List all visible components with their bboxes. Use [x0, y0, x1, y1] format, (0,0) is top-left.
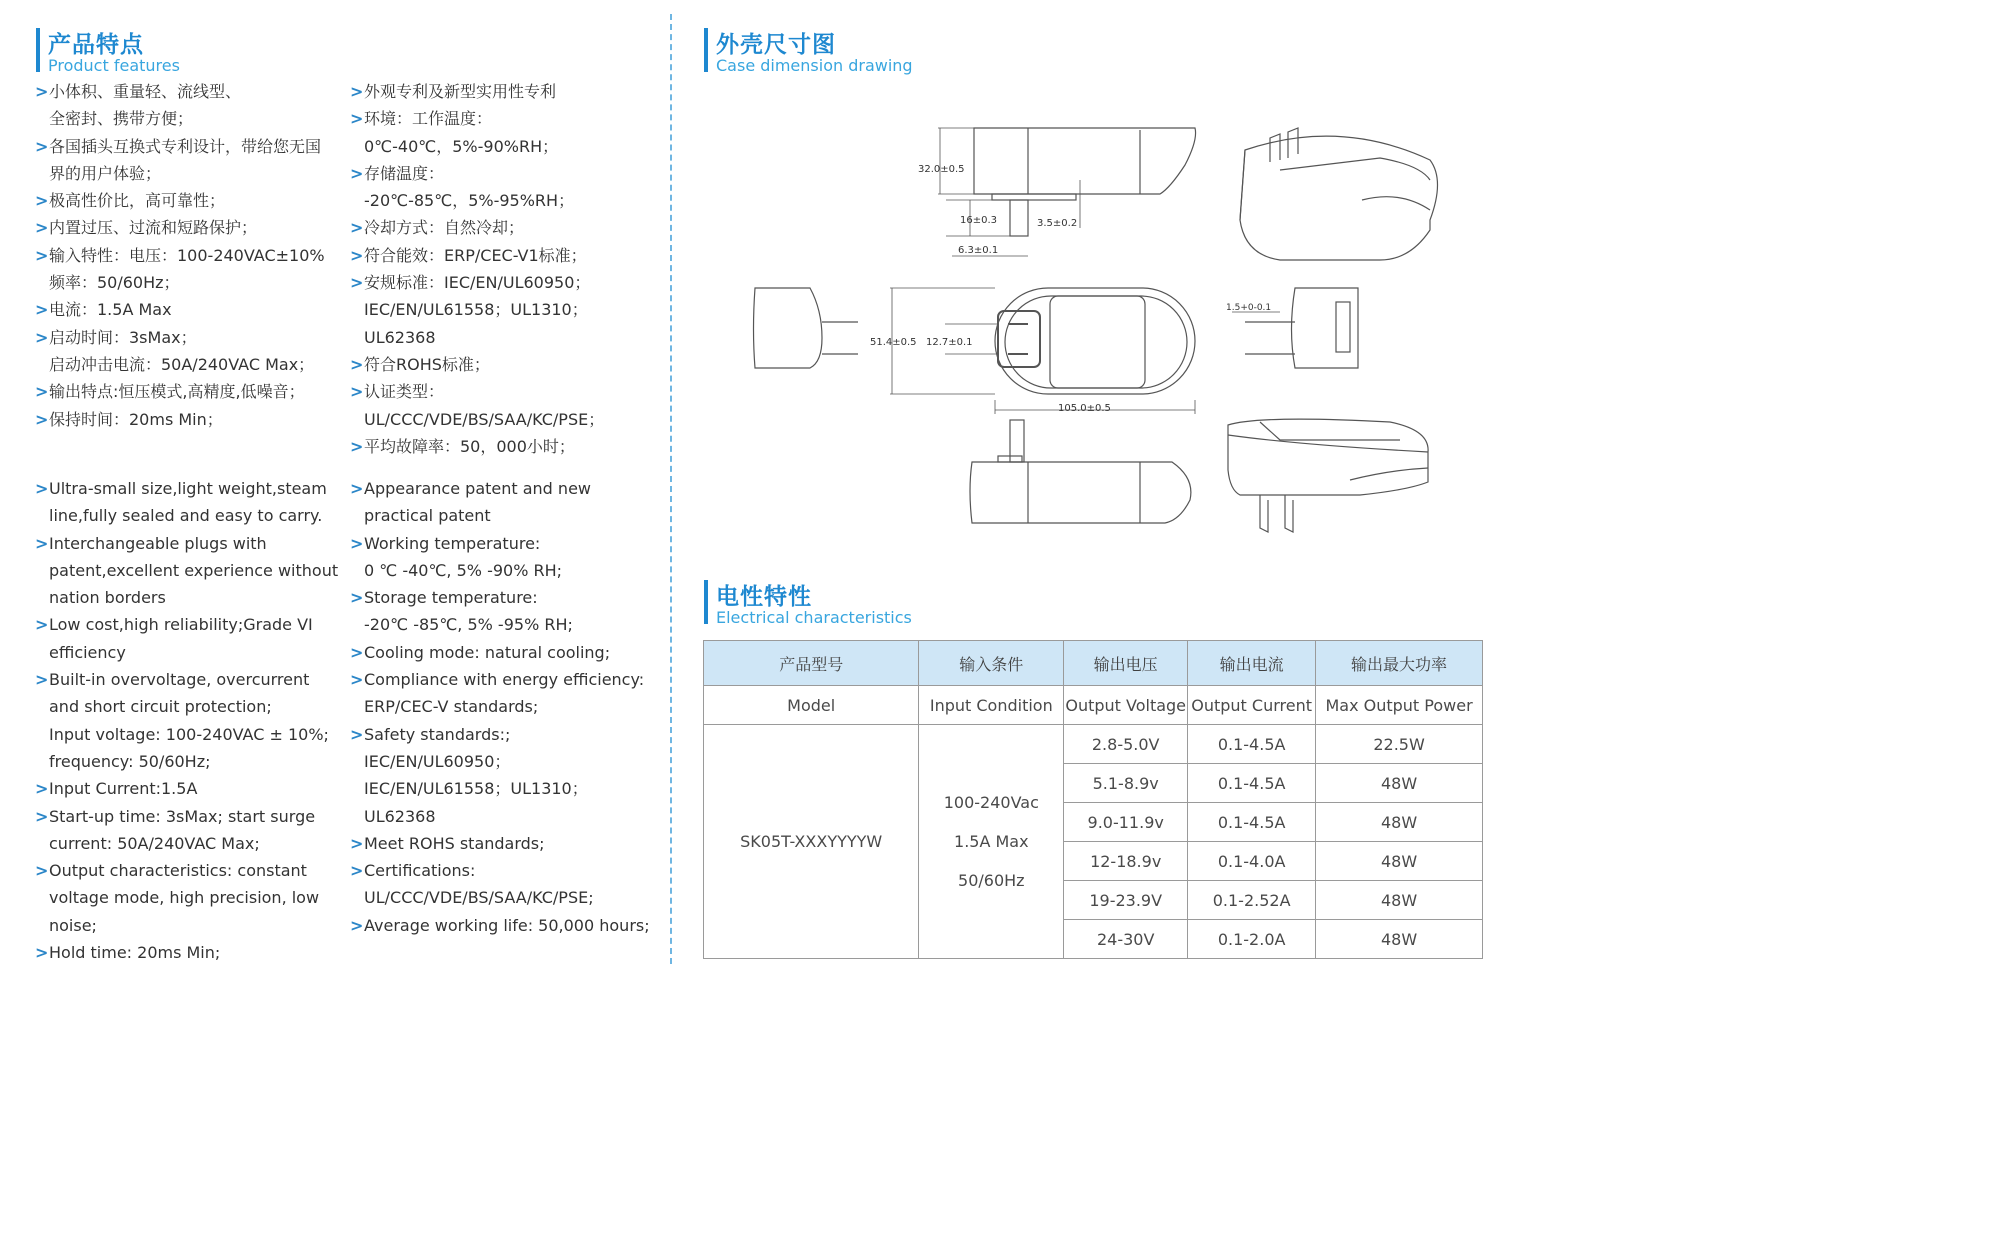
- features-en-left: [36, 475, 338, 966]
- dim-pin-gap-label: 12.7±0.1: [926, 337, 973, 348]
- input-voltage: 100-240Vac: [943, 793, 1039, 812]
- list-item: > 认证类型：: [350, 382, 445, 402]
- list-item: > 小体积、重量轻、流线型、: [35, 82, 242, 101]
- list-item: line,fully sealed and easy to carry.: [49, 506, 323, 526]
- list-item: IEC/EN/UL60950；: [364, 751, 511, 771]
- electrical-title-zh: 电性特性: [716, 584, 812, 610]
- input-condition-cell: [919, 725, 1064, 959]
- list-item: ERP/CEC-V standards;: [364, 697, 539, 717]
- output-current-cell: 0.1-2.52A: [1188, 881, 1316, 920]
- case-dimension-title-zh: 外壳尺寸图: [716, 32, 836, 58]
- output-current-cell: 0.1-4.5A: [1188, 764, 1316, 803]
- input-current: 1.5A Max: [954, 832, 1029, 851]
- list-item: > 极高性价比，高可靠性；: [35, 191, 226, 211]
- list-item: > 平均故障率：50，000小时；: [350, 436, 575, 456]
- features-zh-right: [351, 78, 604, 460]
- table-header-row-en: [704, 686, 1483, 725]
- output-current-cell: 0.1-4.5A: [1188, 725, 1316, 764]
- output-current-cell: 0.1-2.0A: [1188, 920, 1316, 959]
- table-header-row-zh: [704, 641, 1483, 686]
- list-item: > Compliance with energy efficiency:: [350, 670, 645, 690]
- output-power-cell: 48W: [1316, 764, 1483, 803]
- header-cell: Max Output Power: [1316, 686, 1483, 725]
- list-item: > 冷却方式：自然冷却；: [350, 218, 525, 238]
- list-item: > Start-up time: 3sMax; start surge: [35, 806, 316, 826]
- output-voltage-cell: 5.1-8.9v: [1064, 764, 1188, 803]
- list-item: > 保持时间：20ms Min；: [35, 409, 223, 429]
- list-item: frequency: 50/60Hz;: [49, 751, 211, 771]
- list-item: > Ultra-small size,light weight,steam: [35, 479, 327, 498]
- list-item: > Low cost,high reliability;Grade VI: [35, 615, 313, 635]
- list-item: and short circuit protection;: [49, 697, 272, 717]
- list-item: > Meet ROHS standards;: [350, 833, 545, 853]
- dim-width-label: 51.4±0.5: [870, 337, 917, 348]
- product-features-title-en: Product features: [48, 56, 180, 75]
- end-view-left: [754, 288, 859, 368]
- header-accent-bar: [36, 28, 40, 72]
- list-item: efficiency: [49, 642, 126, 662]
- output-current-cell: 0.1-4.0A: [1188, 842, 1316, 881]
- list-item: > 输入特性：电压：100-240VAC±10%: [35, 245, 325, 265]
- output-voltage-cell: 12-18.9v: [1064, 842, 1188, 881]
- list-item: > Cooling mode: natural cooling;: [350, 642, 611, 662]
- list-item: Input voltage: 100-240VAC ± 10%;: [49, 724, 329, 744]
- input-frequency: 50/60Hz: [958, 871, 1025, 890]
- list-item: > Working temperature:: [350, 533, 541, 553]
- output-current-cell: 0.1-4.5A: [1188, 803, 1316, 842]
- list-item: > 符合ROHS标准；: [350, 354, 490, 374]
- list-item: UL62368: [364, 806, 436, 826]
- features-zh-left: [36, 78, 325, 433]
- list-item: > Appearance patent and new: [350, 479, 591, 498]
- list-item: > 外观专利及新型实用性专利: [350, 82, 557, 101]
- list-item: noise;: [49, 915, 97, 935]
- list-item: -20℃-85℃，5%-95%RH；: [364, 191, 575, 211]
- list-item: -20℃ -85℃, 5% -95% RH;: [364, 615, 573, 635]
- list-item: > Hold time: 20ms Min;: [35, 943, 221, 963]
- case-dimension-title-en: Case dimension drawing: [716, 56, 913, 75]
- case-dimension-drawing: [740, 110, 1460, 540]
- list-item: 界的用户体验；: [49, 163, 162, 183]
- list-item: > 各国插头互换式专利设计，带给您无国: [35, 136, 322, 156]
- list-item: IEC/EN/UL61558；UL1310；: [364, 300, 588, 320]
- header-cell: 输出最大功率: [1316, 641, 1483, 686]
- isometric-view-top: [1240, 128, 1438, 260]
- list-item: > 电流：1.5A Max: [35, 300, 172, 320]
- list-item: > Certifications:: [350, 861, 476, 881]
- list-item: voltage mode, high precision, low: [49, 888, 320, 908]
- end-view-right: [1232, 288, 1358, 368]
- header-accent-bar: [704, 28, 708, 72]
- list-item: > 安规标准：IEC/EN/UL60950；: [350, 273, 591, 293]
- header-cell: Output Voltage: [1064, 686, 1188, 725]
- header-cell: Model: [704, 686, 919, 725]
- list-item: 0℃-40℃，5%-90%RH；: [364, 136, 559, 156]
- header-accent-bar: [704, 580, 708, 624]
- list-item: > Output characteristics: constant: [35, 861, 307, 881]
- list-item: current: 50A/240VAC Max;: [49, 833, 260, 853]
- header-cell: Output Current: [1188, 686, 1316, 725]
- dim-tolerance-label: 1.5+0-0.1: [1226, 303, 1272, 313]
- model-cell: SK05T-XXXYYYYW: [704, 725, 919, 959]
- isometric-view-bottom: [1228, 419, 1428, 532]
- list-item: UL/CCC/VDE/BS/SAA/KC/PSE；: [364, 409, 605, 429]
- section-divider: [670, 14, 672, 964]
- list-item: > Storage temperature:: [350, 588, 538, 608]
- list-item: patent,excellent experience without: [49, 560, 339, 580]
- list-item: > Built-in overvoltage, overcurrent: [35, 670, 310, 690]
- product-features-title-zh: 产品特点: [48, 32, 144, 58]
- dim-pin-length-label: 16±0.3: [960, 215, 998, 226]
- bottom-side-view: [970, 420, 1191, 523]
- output-voltage-cell: 24-30V: [1064, 920, 1188, 959]
- dim-height-label: 32.0±0.5: [918, 164, 965, 175]
- output-voltage-cell: 2.8-5.0V: [1064, 725, 1188, 764]
- output-power-cell: 22.5W: [1316, 725, 1483, 764]
- list-item: > 环境：工作温度：: [350, 109, 493, 129]
- output-voltage-cell: 19-23.9V: [1064, 881, 1188, 920]
- top-view: [890, 288, 1195, 414]
- electrical-table: [703, 640, 1483, 959]
- header-cell: 输出电压: [1064, 641, 1188, 686]
- header-cell: Input Condition: [919, 686, 1064, 725]
- output-power-cell: 48W: [1316, 881, 1483, 920]
- list-item: > Average working life: 50,000 hours;: [350, 915, 650, 935]
- list-item: practical patent: [364, 506, 491, 526]
- output-power-cell: 48W: [1316, 920, 1483, 959]
- dim-pin-width-label: 3.5±0.2: [1037, 218, 1078, 229]
- list-item: UL62368: [364, 327, 436, 347]
- dim-pin-thickness-label: 6.3±0.1: [958, 245, 999, 256]
- list-item: > Interchangeable plugs with: [35, 533, 267, 553]
- header-cell: 产品型号: [704, 641, 919, 686]
- list-item: > 输出特点:恒压模式,高精度,低噪音；: [35, 382, 305, 402]
- dim-length-label: 105.0±0.5: [1058, 403, 1111, 414]
- header-cell: 输入条件: [919, 641, 1064, 686]
- output-power-cell: 48W: [1316, 842, 1483, 881]
- list-item: > 符合能效：ERP/CEC-V1标准；: [350, 245, 587, 265]
- header-cell: 输出电流: [1188, 641, 1316, 686]
- list-item: UL/CCC/VDE/BS/SAA/KC/PSE;: [364, 888, 594, 908]
- list-item: 启动冲击电流：50A/240VAC Max；: [49, 354, 315, 374]
- output-power-cell: 48W: [1316, 803, 1483, 842]
- list-item: 全密封、携带方便；: [49, 109, 194, 129]
- list-item: nation borders: [49, 588, 166, 608]
- table-row: [704, 725, 1483, 764]
- list-item: > Safety standards:;: [350, 724, 511, 744]
- list-item: 0 ℃ -40℃, 5% -90% RH;: [364, 560, 563, 580]
- side-view: [938, 128, 1196, 256]
- list-item: > Input Current:1.5A: [35, 779, 198, 799]
- electrical-title-en: Electrical characteristics: [716, 608, 912, 627]
- features-en-right: [351, 475, 650, 939]
- list-item: > 内置过压、过流和短路保护；: [35, 218, 258, 238]
- list-item: > 存储温度：: [350, 163, 445, 183]
- list-item: > 启动时间：3sMax；: [35, 327, 197, 347]
- list-item: IEC/EN/UL61558；UL1310；: [364, 779, 588, 799]
- output-voltage-cell: 9.0-11.9v: [1064, 803, 1188, 842]
- list-item: 频率：50/60Hz；: [49, 273, 180, 293]
